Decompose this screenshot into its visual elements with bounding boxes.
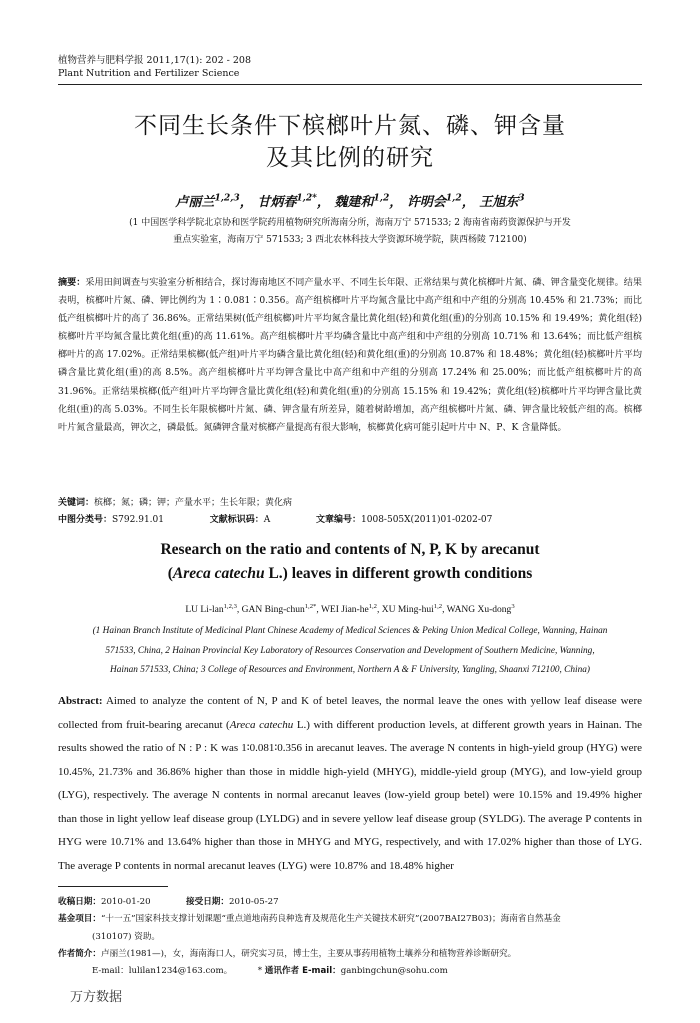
author-sup: 1,2 [368, 603, 377, 610]
keywords-text: 槟榔；氮；磷；钾；产量水平；生长年限；黄化病 [94, 498, 293, 508]
author-bio-text: 卢丽兰(1981—)，女，海南海口人，研究实习员，博士生，主要从事药用植物土壤养分和植物营养诊断研究。 [100, 948, 517, 959]
author-en: GAN Bing-chun [241, 605, 305, 616]
abstract-cn-label: 摘要： [58, 278, 86, 288]
abstract-en-label: Abstract: [58, 695, 103, 707]
abstract-en-species: Areca catechu [229, 718, 294, 731]
clc-value: S792.91.01 [112, 515, 164, 525]
author-sep: , [316, 605, 321, 616]
abstract-cn [58, 274, 642, 437]
author-sup: 1,2* [296, 192, 317, 204]
article-value: 1008-505X(2011)01-0202-07 [361, 515, 493, 525]
doc-value: A [263, 515, 271, 525]
journal-name-en: Plant Nutrition and Fertilizer Science [58, 68, 240, 79]
fund-label: 基金项目： [58, 914, 101, 925]
authors-en [58, 603, 642, 615]
email-label: E-mail： [92, 966, 129, 977]
fund-text: “十一五”国家科技支撑计划课题“重点道地南药良种选育及规范化生产关键技术研究”(2007BAI27B03)；海南省自然基金 [100, 914, 561, 925]
paper-title-en [58, 538, 642, 586]
title-en-species: Areca catechu [172, 565, 265, 582]
journal-name-cn: 植物营养与肥料学报 2011,17(1): 202 - 208 [58, 55, 251, 66]
fund-line [58, 911, 642, 928]
author-sep: ， [316, 195, 330, 210]
author-en: WEI Jian-he [320, 605, 369, 616]
affiliation-en-line: 571533, China, 2 Hainan Provincial Key Laboratory of Resources Conservation and Development of Southern Medicine, Wanning, [105, 645, 595, 656]
author-en: LU Li-lan [185, 605, 224, 616]
author-sup: 1,2 [373, 192, 390, 204]
author-en: XU Ming-hui [381, 605, 434, 616]
accepted-date: 2010-05-27 [229, 897, 279, 907]
corresponding-label: 通讯作者 E-mail： [264, 966, 341, 977]
author-sep: ， [239, 195, 253, 210]
affiliation-en-line: Hainan 571533, China; 3 College of Resources and Environment, Northern A & F University, Yangling, Shaanxi 712100, China) [110, 665, 590, 675]
author-sup: 1,2,3 [214, 192, 240, 204]
title-en-line2 [58, 562, 642, 586]
title-en-rest: L.) leaves in different growth conditions [264, 565, 533, 582]
author-sup: 1,2* [304, 603, 317, 610]
affiliation-cn-line: (1 中国医学科学院北京协和医学院药用植物研究所海南分所，海南万宁 571533; 2 海南省南药资源保护与开发 [129, 218, 571, 228]
footnote-rule [58, 886, 168, 887]
clc-label: 中图分类号： [58, 515, 113, 525]
classification-line [58, 513, 492, 527]
author-sep: , [377, 605, 382, 616]
authors-cn [58, 191, 642, 210]
title-en-paren: ( [167, 565, 173, 582]
author-sup: 3 [518, 192, 525, 204]
abstract-en-text: L.) with different production levels, at different growth years in Hainan. The results showed the ratio of N : P : K was 1∶0.081∶0.356 in arecanut leaves. The average N contents in high-yield group (HYG) were 10.45%, 21.73% and 36.86% higher than those in middle high-yield (MHYG), middle-yield group (MYG), and low-yield group (LYG), respectively. The average N contents in normal arecanut leaves (low-yield group betel) were 10.15% and 19.49% higher than those in light yellow leaf disease group (LYLDG) and in severe yellow leaf disease group (SYLDG). The average P contents in HYG were 10.71% and 13.64% higher than those in MHYG and MYG, respectively, and with 17.02% higher than those of LYG. The average P contents in normal arecanut leaves (LYG) were 10.87% and 18.48% higher [58, 718, 643, 872]
keywords-label: 关键词： [58, 498, 95, 508]
author-cn: 许明会 [406, 195, 446, 210]
affiliation-en [80, 622, 620, 681]
author-cn: 王旭东 [479, 195, 519, 210]
received-label: 收稿日期： [58, 897, 101, 907]
doc-label: 文献标识码： [209, 515, 264, 525]
dates-line [58, 894, 642, 911]
journal-header [58, 54, 251, 80]
corresponding-email-link[interactable]: ganbingchun@sohu.com [340, 966, 448, 977]
author-cn: 魏建和 [334, 195, 374, 210]
paper-title-cn [58, 110, 642, 174]
author-sup: 3 [511, 603, 515, 610]
author-sup: 1,2 [445, 192, 462, 204]
author-bio-label: 作者简介： [58, 948, 101, 959]
fund-text-cont: (310107) 资助。 [92, 931, 161, 942]
author-cn: 甘炳春 [257, 195, 297, 210]
affiliation-cn-line: 重点实验室，海南万宁 571533; 3 西北农林科技大学资源环境学院，陕西杨陵 712100) [173, 235, 527, 245]
author-sep: ， [461, 195, 475, 210]
author-cn: 卢丽兰 [175, 195, 215, 210]
author-sup: 1,2,3 [223, 603, 237, 610]
keywords-cn [58, 496, 292, 510]
header-rule [58, 84, 642, 85]
author-bio-line [58, 946, 642, 963]
title-cn-line2: 及其比例的研究 [266, 145, 434, 171]
abstract-cn-text: 采用田间调查与实验室分析相结合，探讨海南地区不同产量水平、不同生长年限、正常结果与黄化槟榔叶片氮、磷、钾含量变化规律。结果表明，槟榔叶片氮、磷、钾比例约为 1∶0.081∶0.356。高产组槟榔叶片平均氮含量比中高产组和中产组的分别高 10.45% 和 21.73%；而比低产组槟榔叶片的高了 36.86%。正常结果树(低产组槟榔)叶片平均氮含量比黄化组(轻)和黄化组(重)的分别高 10.15% 和 19.49%；黄化组(轻)槟榔叶片平均氮含量比黄化组(重)的高 11.61%。高产组槟榔叶片平均磷含量比中高产组和中产组的分别高 10.71% 和 13.64%；而比低产组槟榔叶片的高 17.02%。正常结果槟榔(低产组)叶片平均磷含量比黄化组(轻)和黄化组(重)的分别高 10.87% 和 18.48%；黄化组(轻)槟榔叶片平均磷含量比黄化组(重)的高 8.5%。高产组槟榔叶片平均钾含量比中高产组和中产组的分别高 17.24% 和 25.00%；而比低产组槟榔叶片的高 31.96%。正常结果槟榔(低产组)叶片平均钾含量比黄化组(轻)和黄化组(重)的分别高 15.15% 和 19.42%；黄化组(轻)槟榔叶片平均钾含量比黄化组(重)的高 5.03%。不同生长年限槟榔叶片氮、磷、钾含量有所差异，随着树龄增加，高产组槟榔叶片氮、磷、钾含量比较低产组的高。槟榔叶片氮含量最高，钾次之，磷最低。氮磷钾含量对槟榔产量提高有很大影响，槟榔黄化病可能引起叶片中 N、P、K 含量降低。 [58, 278, 643, 433]
email-link[interactable]: lulilan1234@163.com。 [128, 966, 233, 977]
author-sep: , [442, 605, 447, 616]
received-date: 2010-01-20 [100, 897, 151, 907]
affiliation-cn [90, 215, 610, 249]
accepted-label: 接受日期： [186, 897, 229, 907]
title-cn-line1: 不同生长条件下槟榔叶片氮、磷、钾含量 [134, 113, 566, 139]
abstract-en-text: Aimed to analyze the content of N, P and K of betel leaves, the normal leave the ones with yellow leaf disease were collected from fruit-bearing arecanut ( [58, 695, 642, 731]
affiliation-en-line: (1 Hainan Branch Institute of Medicinal Plant Chinese Academy of Medical Sciences & Peking Union Medical College, Wanning, Hainan [92, 626, 608, 636]
author-sep: , [236, 605, 242, 616]
corresponding-marker: * [257, 966, 262, 977]
watermark: 万方数据 [70, 990, 123, 1005]
author-sup: 1,2 [433, 603, 443, 610]
footnotes [58, 894, 642, 980]
article-label: 文章编号： [316, 515, 362, 525]
email-line [58, 963, 642, 980]
author-sep: ， [389, 195, 403, 210]
author-en: WANG Xu-dong [446, 605, 512, 616]
title-en-line1: Research on the ratio and contents of N, P, K by arecanut [160, 541, 540, 558]
abstract-en [58, 690, 642, 878]
